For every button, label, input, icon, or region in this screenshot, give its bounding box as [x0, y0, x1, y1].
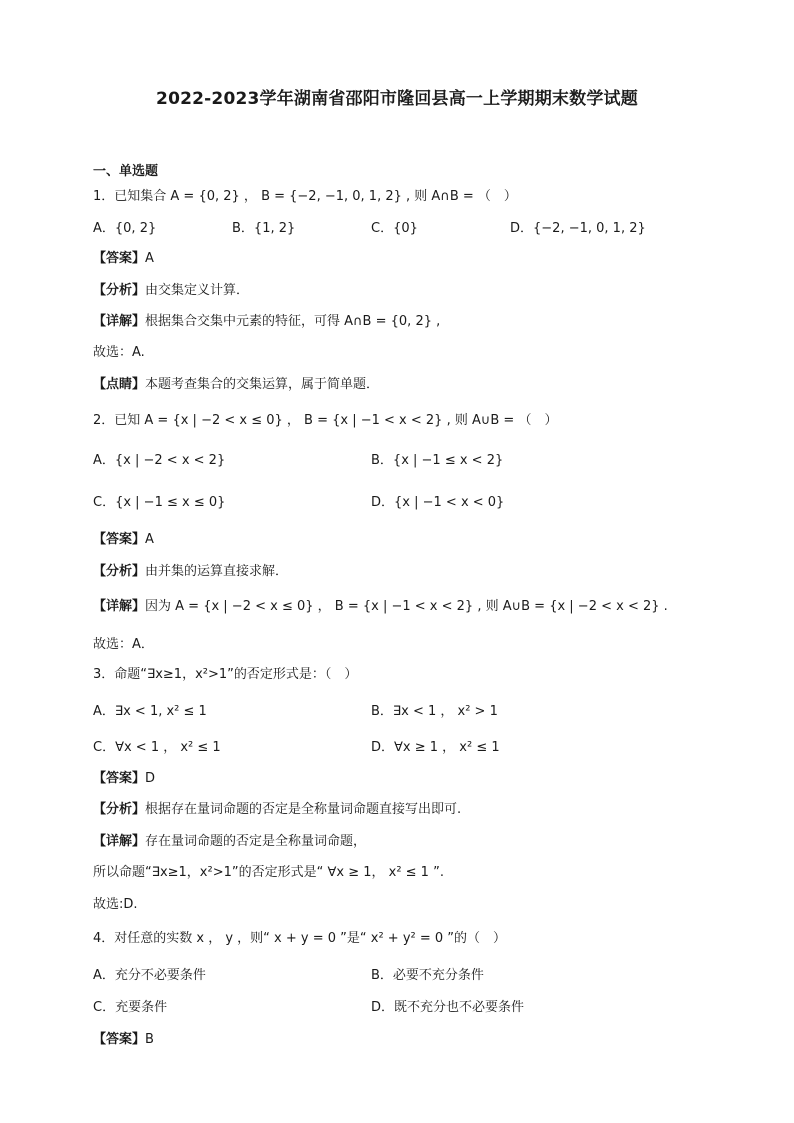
detail-tag: 【详解】 — [93, 599, 146, 614]
detail-tag: 【详解】 — [93, 314, 146, 329]
q1-option-a: A．{0, 2} — [93, 221, 157, 236]
q1-option-d: D．{−2, −1, 0, 1, 2} — [510, 221, 646, 236]
q1-answer — [93, 250, 154, 268]
detail-tag: 【详解】 — [93, 834, 146, 849]
q1-comment — [93, 376, 379, 394]
q4-option-b: B．必要不充分条件 — [371, 968, 484, 983]
q3-option-d: D．∀x ≥ 1 ， x² ≤ 1 — [371, 740, 500, 755]
q1-stem: 1．已知集合 A = {0, 2} ， B = {−2, −1, 0, 1, 2} , 则 A∩B = （ ） — [93, 189, 517, 204]
q2-detail — [93, 598, 668, 616]
detail-text: 存在量词命题的否定是全称量词命题， — [145, 834, 367, 849]
q2-option-a: A．{x | −2 < x < 2} — [93, 453, 226, 468]
q2-analysis — [93, 563, 288, 581]
analysis-text: 由并集的运算直接求解． — [145, 564, 289, 579]
q1-detail — [93, 313, 440, 331]
answer-tag: 【答案】 — [93, 771, 146, 786]
answer-value: B — [145, 1032, 154, 1047]
q1-option-c: C．{0} — [371, 221, 418, 236]
answer-value: A — [145, 532, 154, 547]
answer-tag: 【答案】 — [93, 251, 146, 266]
q2-stem: 2．已知 A = {x | −2 < x ≤ 0} ， B = {x | −1 < x < 2} , 则 A∪B = （ ） — [93, 413, 558, 428]
q1-choose: 故选：A. — [93, 345, 145, 360]
q4-option-a: A．充分不必要条件 — [93, 968, 206, 983]
answer-value: D — [145, 771, 156, 786]
q2-option-c: C．{x | −1 ≤ x ≤ 0} — [93, 495, 226, 510]
q3-analysis — [93, 801, 461, 819]
analysis-tag: 【分析】 — [93, 283, 146, 298]
q3-choose: 故选:D. — [93, 897, 138, 912]
answer-value: A — [145, 251, 154, 266]
q2-option-b: B．{x | −1 ≤ x < 2} — [371, 453, 504, 468]
analysis-tag: 【分析】 — [93, 564, 146, 579]
comment-tag: 【点睛】 — [93, 377, 146, 392]
q3-detail-2: 所以命题“∃x≥1，x²>1”的否定形式是“ ∀x ≥ 1， x² ≤ 1 ”. — [93, 865, 444, 880]
analysis-text: 由交集定义计算． — [145, 283, 250, 298]
q1-analysis — [93, 282, 249, 300]
analysis-tag: 【分析】 — [93, 802, 146, 817]
comment-text: 本题考查集合的交集运算，属于简单题． — [145, 377, 380, 392]
q4-stem: 4．对任意的实数 x ， y ，则“ x + y = 0 ”是“ x² + y² = 0 ”的（ ） — [93, 931, 507, 946]
q4-option-d: D．既不充分也不必要条件 — [371, 1000, 525, 1015]
q3-option-b: B．∃x < 1 ， x² > 1 — [371, 704, 498, 719]
answer-tag: 【答案】 — [93, 1032, 146, 1047]
q4-option-c: C．充要条件 — [93, 1000, 168, 1015]
q3-detail — [93, 833, 366, 851]
q4-answer — [93, 1031, 154, 1049]
q2-option-d: D．{x | −1 < x < 0} — [371, 495, 505, 510]
q1-option-b: B．{1, 2} — [232, 221, 296, 236]
q3-answer — [93, 770, 155, 788]
q2-choose: 故选：A． — [93, 637, 154, 652]
q2-answer — [93, 531, 154, 549]
answer-tag: 【答案】 — [93, 532, 146, 547]
detail-text: 因为 A = {x | −2 < x ≤ 0} ， B = {x | −1 < x < 2} , 则 A∪B = {x | −2 < x < 2} . — [145, 599, 668, 614]
document-title: 2022-2023学年湖南省邵阳市隆回县高一上学期期末数学试题 — [156, 89, 638, 109]
q3-option-c: C．∀x < 1 ， x² ≤ 1 — [93, 740, 221, 755]
q3-stem: 3．命题“∃x≥1，x²>1”的否定形式是：（ ） — [93, 667, 358, 682]
analysis-text: 根据存在量词命题的否定是全称量词命题直接写出即可. — [145, 802, 462, 817]
q3-option-a: A．∃x < 1, x² ≤ 1 — [93, 704, 207, 719]
detail-text: 根据集合交集中元素的特征，可得 A∩B = {0, 2} , — [145, 314, 441, 329]
section-heading: 一、单选题 — [93, 164, 159, 179]
